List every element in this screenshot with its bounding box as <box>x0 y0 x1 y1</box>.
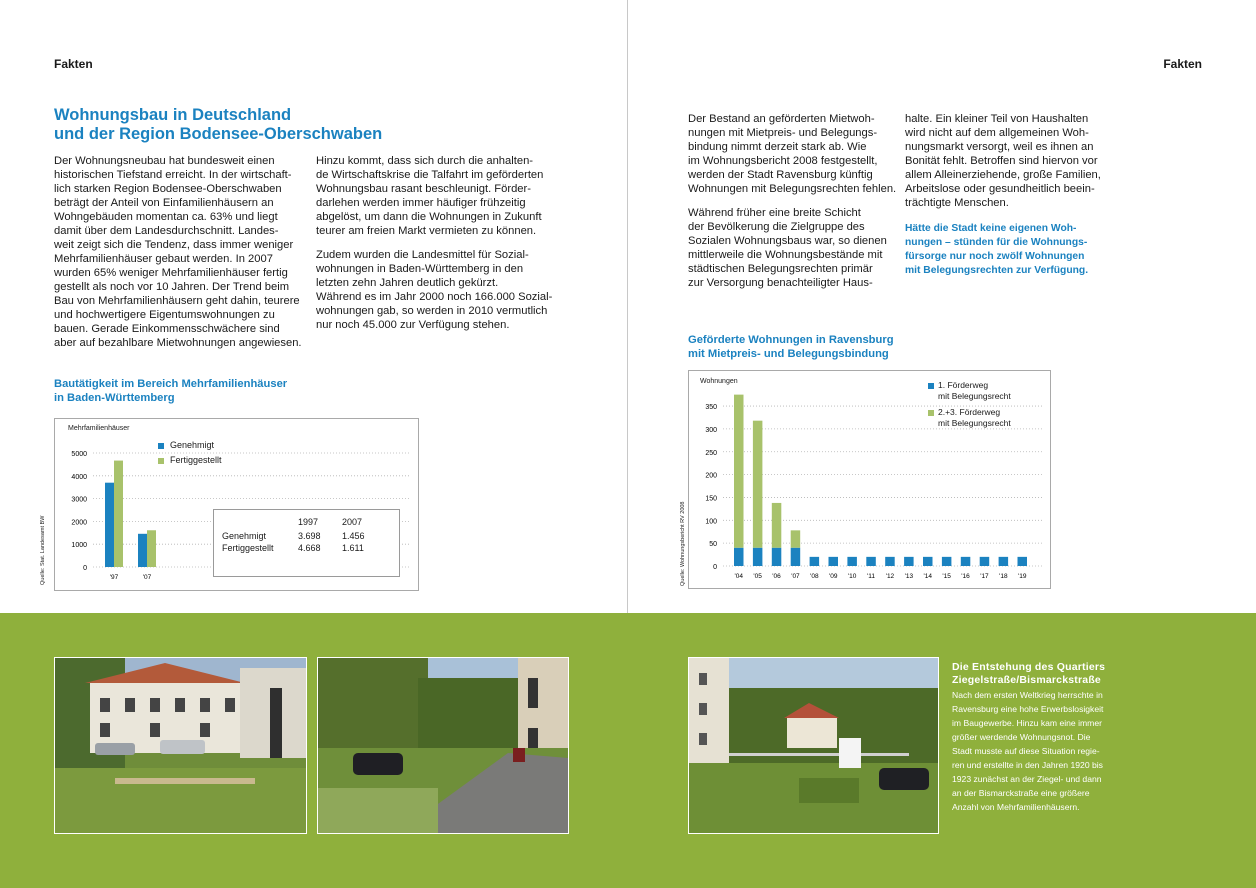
y-tick-label: 0 <box>713 564 717 571</box>
legend-marker-fertiggestellt <box>158 458 164 464</box>
page-title: Wohnungsbau in Deutschland und der Region Bodensee-Oberschwaben <box>54 106 383 143</box>
x-tick-label: '11 <box>867 573 876 580</box>
x-tick-label: '04 <box>734 573 743 580</box>
bar <box>791 548 801 566</box>
legend-label-genehmigt: Genehmigt <box>170 440 215 450</box>
x-tick-label: '12 <box>885 573 895 580</box>
y-tick-label: 50 <box>709 541 717 549</box>
x-tick-label: '19 <box>1018 573 1027 580</box>
x-tick-label: '10 <box>847 573 857 580</box>
y-tick-label: 4000 <box>71 473 87 481</box>
bar <box>999 557 1009 566</box>
bar <box>866 557 876 566</box>
legend-label-fertiggestellt: Fertiggestellt <box>170 455 222 465</box>
bar <box>923 557 933 566</box>
x-tick-label: '09 <box>829 573 838 580</box>
bar <box>904 557 914 566</box>
stat-row-label: Genehmigt <box>222 531 267 541</box>
stat-header-1997: 1997 <box>298 517 319 527</box>
bar <box>791 530 801 547</box>
photo-houses-courtyard <box>54 657 307 834</box>
stat-cell: 1.456 <box>342 531 365 541</box>
right-chart <box>688 370 1051 589</box>
x-tick-label: '18 <box>999 573 1008 580</box>
right-chart-title: Geförderte Wohnungen in Ravensburg mit Mietpreis- und Belegungsbindung <box>688 334 894 360</box>
left-chart-title: Bautätigkeit im Bereich Mehrfamilienhäuser in Baden-Württemberg <box>54 378 288 404</box>
stat-table <box>213 509 400 577</box>
right-chart-source: Quelle: Wohnungsbericht RV 2008 <box>680 501 686 586</box>
photo-street-parking <box>317 657 569 834</box>
x-tick-label: '06 <box>772 573 781 580</box>
legend-marker-foerderweg-1 <box>928 383 934 389</box>
right-col1b-text: Während früher eine breite Schicht der Bevölkerung die Zielgruppe des Sozialen Wohnungsbaus war, so dienen mittlerweile die Wohnungsbestände mit städtischen Belegungsrechten primär zur Versorgung benachteiligter Haus- <box>688 207 887 289</box>
stat-row-label: Fertiggestellt <box>222 543 274 553</box>
bar <box>810 557 820 566</box>
y-tick-label: 350 <box>705 404 717 412</box>
x-tick-label: '17 <box>980 573 989 580</box>
legend-marker-genehmigt <box>158 443 164 449</box>
x-tick-label: '07 <box>791 573 800 580</box>
x-tick-label: '14 <box>923 573 932 580</box>
y-tick-label: 3000 <box>71 496 87 504</box>
bar <box>885 557 895 566</box>
bar <box>772 548 782 566</box>
right-chart-ylabel: Wohnungen <box>700 378 738 385</box>
stat-header-2007: 2007 <box>342 517 363 527</box>
bar <box>772 503 782 548</box>
bar <box>753 421 763 548</box>
left-chart-source: Quelle: Stat. Landesamt BW <box>40 515 46 585</box>
x-tick-label: '07 <box>142 574 152 581</box>
left-col2a-text: Hinzu kommt, dass sich durch die anhalten- de Wirtschaftskrise die Talfahrt im geförderten Wohnungsbau rasant beschleunigt. Förder- darlehen werden immer häufiger frühzeitig abgelöst, um dann die Wohnungen in Zukunft teurer am freien Markt vermieten zu können. <box>316 155 544 237</box>
left-header: Fakten <box>54 57 93 71</box>
y-tick-label: 5000 <box>71 451 87 458</box>
y-tick-label: 2000 <box>71 519 87 527</box>
bar <box>147 530 156 567</box>
right-chart-svg <box>689 371 1050 588</box>
right-highlight-text: Hätte die Stadt keine eigenen Woh- nungen – stünden für die Wohnungs- fürsorge nur noch zwölf Wohnungen mit Belegungsrechten zur Verfügung. <box>905 223 1089 276</box>
x-tick-label: '08 <box>810 573 819 580</box>
bar <box>961 557 971 566</box>
bar <box>105 483 114 567</box>
x-tick-label: '13 <box>904 573 914 580</box>
bar <box>980 557 990 566</box>
photo-laundry-yard <box>688 657 939 834</box>
right-col2-text: halte. Ein kleiner Teil von Haushalten wird nicht auf dem allgemeinen Woh- nungsmarkt versorgt, weil es ihnen an Bonität fehlt. Betroffen sind hiervon vor allem Alleinerziehende, große Familien, Arbeitslose oder gesundheitlich beein- trächtigte Menschen. <box>905 113 1101 209</box>
x-tick-label: '05 <box>753 573 762 580</box>
legend-label-foerderweg-2-3: 2.+3. Förderweg mit Belegungsrecht <box>938 407 1011 428</box>
stat-cell: 1.611 <box>342 543 364 553</box>
x-tick-label: '16 <box>961 573 970 580</box>
legend-marker-foerderweg-2-3 <box>928 410 934 416</box>
left-col1-text: Der Wohnungsneubau hat bundesweit einen historischen Tiefstand erreicht. In der wirtschaft- lich starken Region Bodensee-Oberschwaben beträgt der Anteil von Einfamilienhäusern an Wohngebäuden momentan ca. 63% und liegt damit über dem Landesdurchschnitt. Landes- weit zeigt sich die Tendenz, dass immer weniger Mehrfamilienhäuser gebaut werden. In 2007 wurden 65% weniger Mehrfamilienhäuser fertig gestellt als noch vor 10 Jahren. Der Trend beim Bau von Mehrfamilienhäusern geht dahin, teurere und hochwertigere Eigentumswohnungen zu bauen. Gerade Einkommensschwächere sind aber auf bezahlbare Mietwohnungen angewiesen. <box>54 155 302 349</box>
y-tick-label: 150 <box>705 495 717 503</box>
bar <box>734 395 744 548</box>
caption-title: Die Entstehung des Quartiers Ziegelstraße/Bismarckstraße <box>952 661 1106 686</box>
y-tick-label: 100 <box>705 518 717 526</box>
x-tick-label: '15 <box>942 573 951 580</box>
bar <box>847 557 857 566</box>
bar <box>829 557 839 566</box>
bar <box>942 557 952 566</box>
bar <box>1018 557 1028 566</box>
bar <box>734 548 744 566</box>
y-tick-label: 300 <box>705 426 717 434</box>
stat-cell: 3.698 <box>298 531 321 541</box>
caption-body: Nach dem ersten Weltkrieg herrschte in Ravensburg eine hohe Erwerbslosigkeit im Baugewerbe. Hinzu kam eine immer größer werdende Wohnungsnot. Die Stadt musste auf diese Situation regie- ren und erstellte in den Jahren 1920 bis 1923 zunächst an der Ziegel- und dann an der Bismarckstraße eine größere Anzahl von Mehrfamilienhäusern. <box>952 690 1104 812</box>
y-tick-label: 1000 <box>71 542 87 550</box>
y-tick-label: 200 <box>705 472 717 480</box>
y-tick-label: 250 <box>705 449 717 457</box>
bar <box>753 548 763 566</box>
left-col2b-text: Zudem wurden die Landesmittel für Sozial- wohnungen in Baden-Württemberg in den letzten zehn Jahren deutlich gekürzt. Während es im Jahr 2000 noch 166.000 Sozial- wohnungen gab, so werden in 2010 vermutlich nur noch 45.000 zur Verfügung stehen. <box>316 249 553 331</box>
bar <box>114 461 123 567</box>
y-tick-label: 0 <box>83 565 87 572</box>
x-tick-label: '97 <box>109 574 119 581</box>
right-header: Fakten <box>1163 57 1202 71</box>
left-chart-ylabel: Mehrfamilienhäuser <box>68 425 130 432</box>
stat-cell: 4.668 <box>298 543 321 553</box>
right-col1a-text: Der Bestand an geförderten Mietwoh- nungen mit Mietpreis- und Belegungs- bindung nimmt derzeit stark ab. Wie im Wohnungsbericht 2008 festgestellt, werden der Stadt Ravensburg künftig Wohnungen mit Belegungsrechten fehlen. <box>688 113 897 195</box>
legend-label-foerderweg-1: 1. Förderweg mit Belegungsrecht <box>938 380 1011 401</box>
bar <box>138 534 147 567</box>
